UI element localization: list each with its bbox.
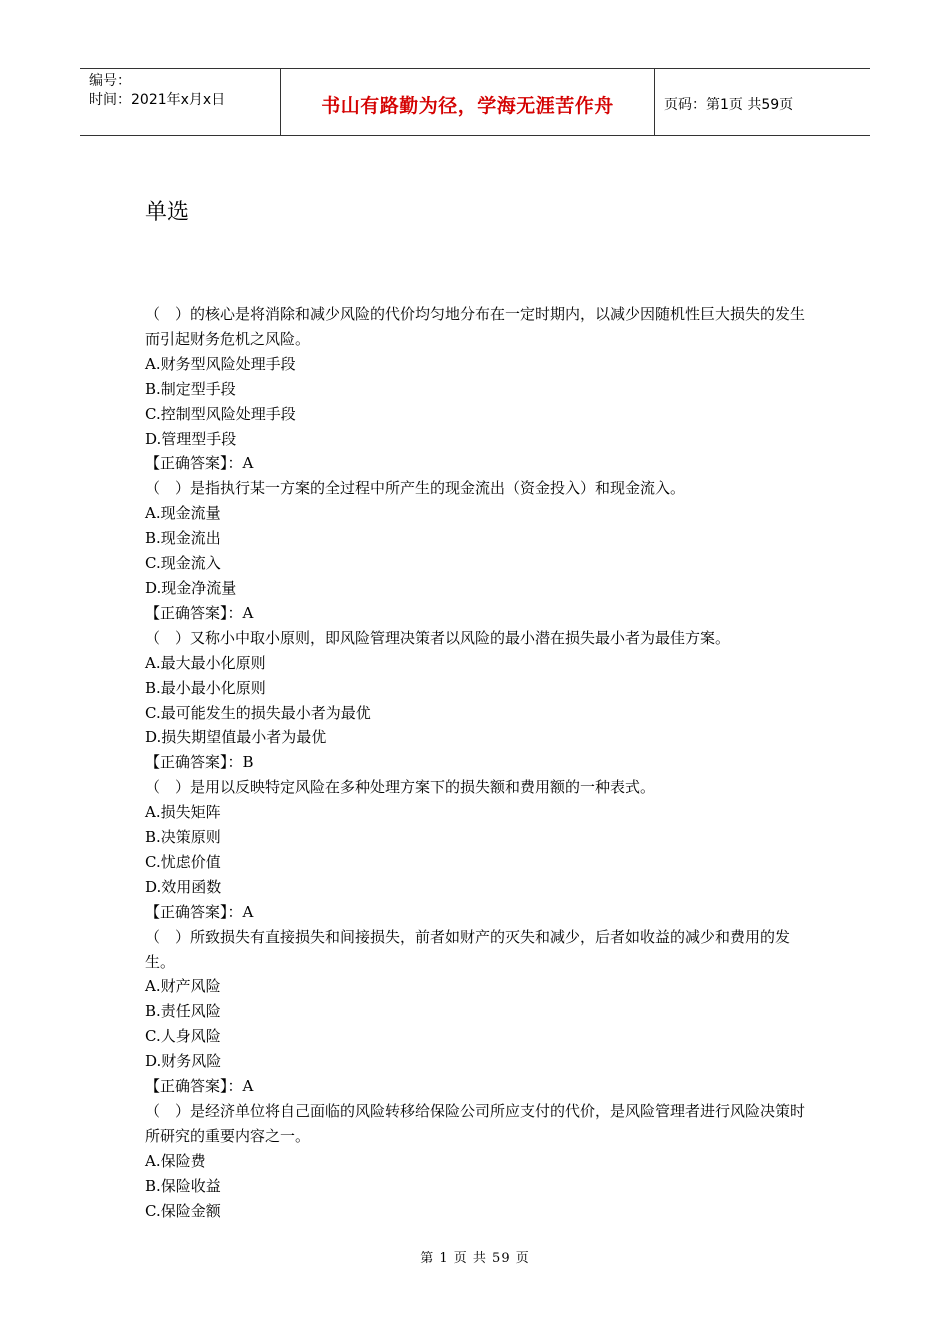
question-stem: （ ）是经济单位将自己面临的风险转移给保险公司所应支付的代价，是风险管理者进行风险决策时所研究的重要内容之一。 [145,1102,806,1145]
question-stem: （ ）的核心是将消除和减少风险的代价均匀地分布在一定时期内，以减少因随机性巨大损失的发生而引起财务危机之风险。 [145,305,806,348]
correct-answer: 【正确答案】：A [145,454,254,473]
option-c: C.人身风险 [145,1027,221,1046]
question-item [145,626,810,775]
header-motto-cell [281,69,655,135]
option-d: D.效用函数 [145,877,222,896]
option-c: C.最可能发生的损失最小者为最优 [145,703,371,722]
question-stem: （ ）所致损失有直接损失和间接损失，前者如财产的灭失和减少，后者如收益的减少和费用的发生。 [145,927,791,971]
code-label: 编号： [89,73,131,89]
correct-answer: 【正确答案】：A [145,1077,254,1096]
header-meta-cell [80,69,281,135]
option-b: B.决策原则 [145,828,221,847]
option-c: C.现金流入 [145,554,221,573]
correct-answer: 【正确答案】：B [145,753,254,772]
option-d: D.损失期望值最小者为最优 [145,728,327,747]
motto-text: 书山有路勤为径，学海无涯苦作舟 [321,94,614,117]
question-stem: （ ）又称小中取小原则，即风险管理决策者以风险的最小潜在损失最小者为最佳方案。 [145,628,731,647]
page-info: 页码：第1页 共59页 [664,97,794,113]
option-a: A.财产风险 [145,977,221,996]
option-a: A.财务型风险处理手段 [145,354,296,373]
option-b: B.现金流出 [145,529,221,548]
option-d: D.管理型手段 [145,429,237,448]
question-stem: （ ）是指执行某一方案的全过程中所产生的现金流出（资金投入）和现金流入。 [145,479,686,498]
option-c: C.忧虑价值 [145,852,221,871]
option-a: A.最大最小化原则 [145,653,266,672]
option-b: B.最小最小化原则 [145,678,266,697]
section-title: 单选 [145,200,190,225]
option-a: A.损失矩阵 [145,803,221,822]
question-item [145,925,810,1099]
option-b: B.保险收益 [145,1176,221,1195]
option-c: C.保险金额 [145,1201,221,1220]
option-a: A.现金流量 [145,504,221,523]
time-label: 时间：2021年x月x日 [89,92,226,108]
option-b: B.制定型手段 [145,379,236,398]
question-item [145,775,810,924]
header-page-cell [655,69,870,135]
option-d: D.财务风险 [145,1052,222,1071]
question-item [145,302,810,476]
question-list [145,302,810,1224]
question-item [145,1099,810,1224]
header-table [80,68,870,136]
option-d: D.现金净流量 [145,578,237,597]
option-a: A.保险费 [145,1151,206,1170]
option-b: B.责任风险 [145,1002,221,1021]
correct-answer: 【正确答案】：A [145,902,254,921]
question-stem: （ ）是用以反映特定风险在多种处理方案下的损失额和费用额的一种表式。 [145,778,656,797]
correct-answer: 【正确答案】：A [145,603,254,622]
page-footer: 第 1 页 共 59 页 [420,1251,530,1266]
question-item [145,476,810,625]
option-c: C.控制型风险处理手段 [145,404,296,423]
